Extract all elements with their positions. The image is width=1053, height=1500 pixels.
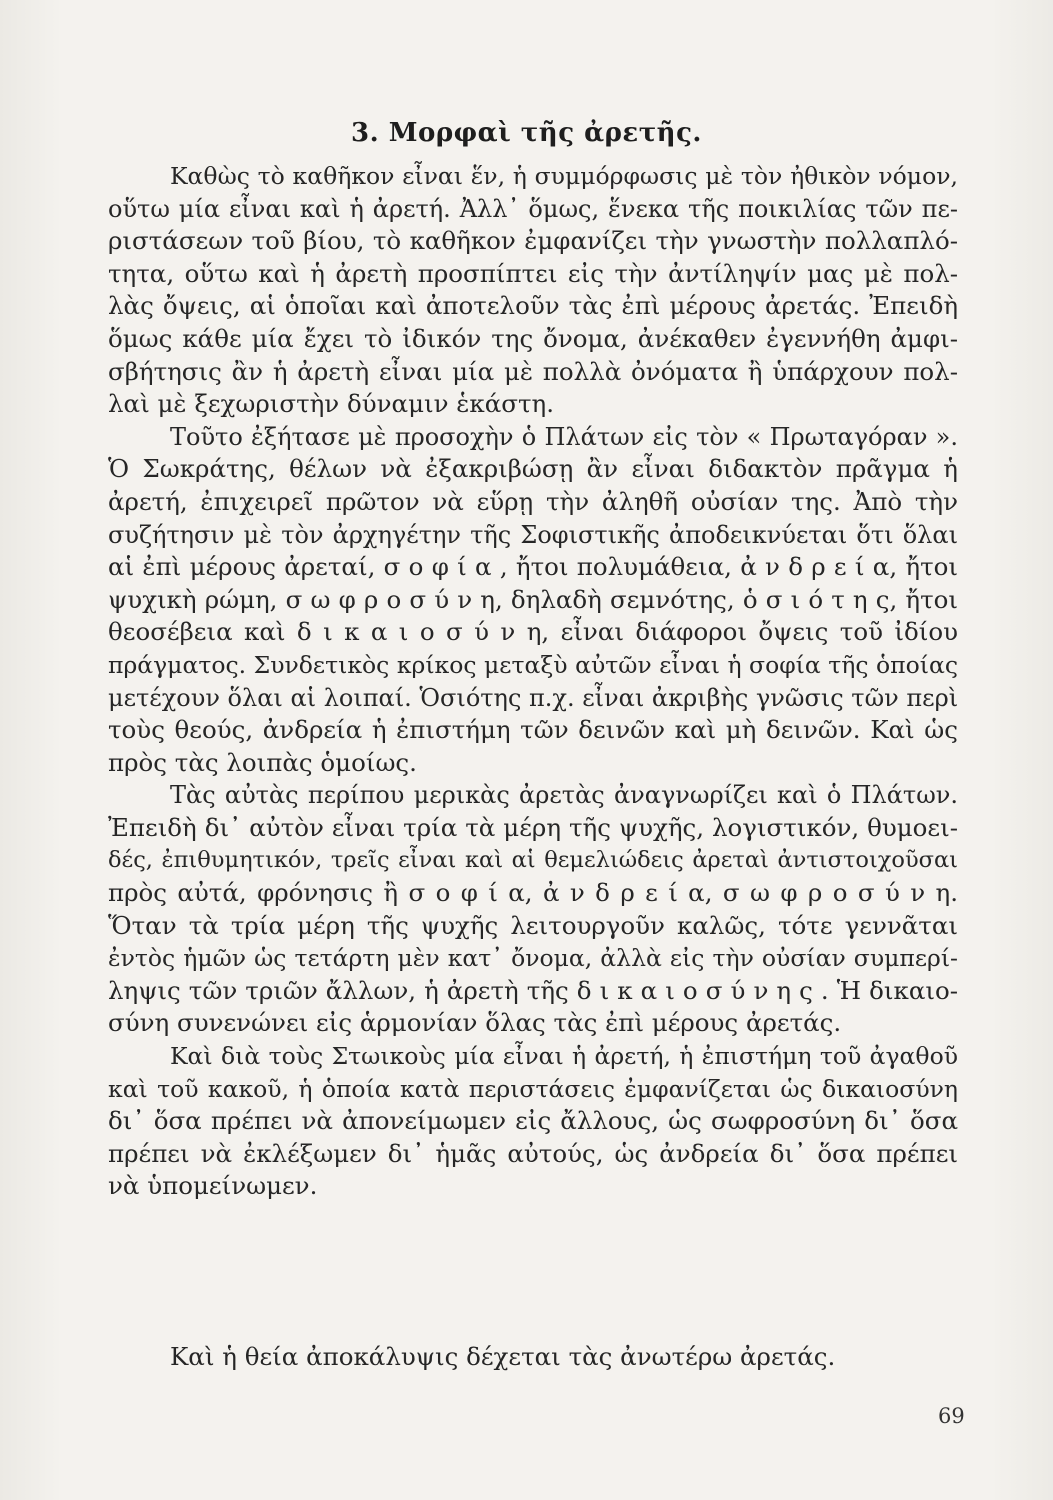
paragraph-4: [108, 1040, 958, 1203]
text-line: ὅμως κάθε μία ἔχει τὸ ἰδικόν της ὄνομα, ἀνέκαθεν ἐγεννήθη ἀμφι-: [108, 323, 958, 353]
page-number: 69: [938, 1404, 965, 1428]
text-line: συζήτησιν μὲ τὸν ἀρχηγέτην τῆς Σοφιστικῆς ἀποδεικνύεται ὅτι ὅλαι: [108, 520, 958, 549]
paragraph-1: [108, 160, 958, 421]
text-line: μετέχουν ὅλαι αἱ λοιπαί. Ὁσιότης π.χ. εἶναι ἀκριβὴς γνῶσις τῶν περὶ: [108, 683, 959, 712]
body-text: [108, 160, 958, 1203]
text-line: δι᾽ ὅσα πρέπει νὰ ἀπονείμωμεν εἰς ἄλλους, ὡς σωφροσύνη δι᾽ ὅσα: [108, 1106, 958, 1136]
text-line: ψυχικὴ ρώμη, σ ω φ ρ ο σ ύ ν η, δηλαδὴ σεμνότης, ὁ σ ι ό τ η ς, ἤτοι: [108, 584, 958, 614]
text-line: σβήτησις ἂν ἡ ἀρετὴ εἶναι μία μὲ πολλὰ ὀνόματα ἢ ὑπάρχουν πολ-: [108, 356, 958, 386]
text-line: ἀρετή, ἐπιχειρεῖ πρῶτον νὰ εὕρῃ τὴν ἀληθῆ οὐσίαν της. Ἀπὸ τὴν: [108, 486, 958, 516]
text-line: δές, ἐπιθυμητικόν, τρεῖς εἶναι καὶ αἱ θεμελιώδεις ἀρεταὶ ἀντιστοιχοῦσαι: [108, 847, 958, 874]
text-line: πράγματος. Συνδετικὸς κρίκος μεταξὺ αὐτῶν εἶναι ἡ σοφία τῆς ὁποίας: [108, 650, 958, 679]
text-line: Ὁ Σωκράτης, θέλων νὰ ἐξακριβώσῃ ἂν εἶναι διδακτὸν πρᾶγμα ἡ: [108, 454, 958, 484]
text-line: λὰς ὄψεις, αἱ ὁποῖαι καὶ ἀποτελοῦν τὰς ἐπὶ μέρους ἀρετάς. Ἐπειδὴ: [108, 291, 958, 321]
text-line: Τοῦτο ἐξήτασε μὲ προσοχὴν ὁ Πλάτων εἰς τὸν « Πρωταγόραν ».: [170, 422, 958, 451]
text-line: Καθὼς τὸ καθῆκον εἶναι ἕν, ἡ συμμόρφωσις μὲ τὸν ἠθικὸν νόμον,: [170, 162, 958, 190]
text-line: ἐντὸς ἡμῶν ὡς τετάρτη μὲν κατ᾽ ὄνομα, ἀλλὰ εἰς τὴν οὐσίαν συμπερί-: [108, 944, 958, 973]
text-line: καὶ τοῦ κακοῦ, ἡ ὁποία κατὰ περιστάσεις ἐμφανίζεται ὡς δικαιοσύνη: [108, 1074, 958, 1103]
paragraph-3: [108, 779, 958, 1040]
paragraph-2: [108, 421, 958, 780]
text-line: Καὶ διὰ τοὺς Στωικοὺς μία εἶναι ἡ ἀρετή, ἡ ἐπιστήμη τοῦ ἀγαθοῦ: [170, 1042, 958, 1071]
text-line: τητα, οὕτω καὶ ἡ ἀρετὴ προσπίπτει εἰς τὴν ἀντίληψίν μας μὲ πολ-: [108, 258, 958, 288]
text-line: Ἐπειδὴ δι᾽ αὐτὸν εἶναι τρία τὰ μέρη τῆς ψυχῆς, λογιστικόν, θυμοει-: [108, 812, 958, 842]
text-line: Τὰς αὐτὰς περίπου μερικὰς ἀρετὰς ἀναγνωρίζει καὶ ὁ Πλάτων.: [170, 781, 958, 810]
text-line: πρέπει νὰ ἐκλέξωμεν δι᾽ ἡμᾶς αὐτούς, ὡς ἀνδρεία δι᾽ ὅσα πρέπει: [108, 1138, 958, 1168]
text-line: ληψις τῶν τριῶν ἄλλων, ἡ ἀρετὴ τῆς δ ι κ α ι ο σ ύ ν η ς . Ἡ δικαιο-: [108, 975, 958, 1005]
text-line: πρὸς αὐτά, φρόνησις ἢ σ ο φ ί α, ἀ ν δ ρ ε ί α, σ ω φ ρ ο σ ύ ν η.: [108, 878, 958, 908]
text-line: Ὅταν τὰ τρία μέρη τῆς ψυχῆς λειτουργοῦν καλῶς, τότε γεννᾶται: [108, 910, 958, 940]
section-heading: 3. Μορφαὶ τῆς ἀρετῆς.: [351, 118, 702, 148]
text-line: αἱ ἐπὶ μέρους ἀρεταί, σ ο φ ί α , ἤτοι πολυμάθεια, ἀ ν δ ρ ε ί α, ἤτοι: [108, 552, 958, 582]
text-line: σύνη συνενώνει εἰς ἁρμονίαν ὅλας τὰς ἐπὶ μέρους ἀρετάς.: [108, 1008, 842, 1038]
text-line: θεοσέβεια καὶ δ ι κ α ι ο σ ύ ν η, εἶναι διάφοροι ὄψεις τοῦ ἰδίου: [108, 617, 958, 647]
text-line: οὕτω μία εἶναι καὶ ἡ ἀρετή. Ἀλλ᾽ ὅμως, ἕνεκα τῆς ποικιλίας τῶν πε-: [108, 194, 958, 223]
text-line: πρὸς τὰς λοιπὰς ὁμοίως.: [108, 747, 417, 777]
text-line: λαὶ μὲ ξεχωριστὴν δύναμιν ἑκάστη.: [108, 389, 555, 419]
text-line: ριστάσεων τοῦ βίου, τὸ καθῆκον ἐμφανίζει τὴν γνωστὴν πολλαπλό-: [108, 226, 958, 256]
closing-line: Καὶ ἡ θεία ἀποκάλυψις δέχεται τὰς ἀνωτέρω ἀρετάς.: [170, 1342, 836, 1371]
text-line: νὰ ὑπομείνωμεν.: [108, 1171, 318, 1201]
text-line: τοὺς θεούς, ἀνδρεία ἡ ἐπιστήμη τῶν δεινῶν καὶ μὴ δεινῶν. Καὶ ὡς: [108, 715, 958, 745]
